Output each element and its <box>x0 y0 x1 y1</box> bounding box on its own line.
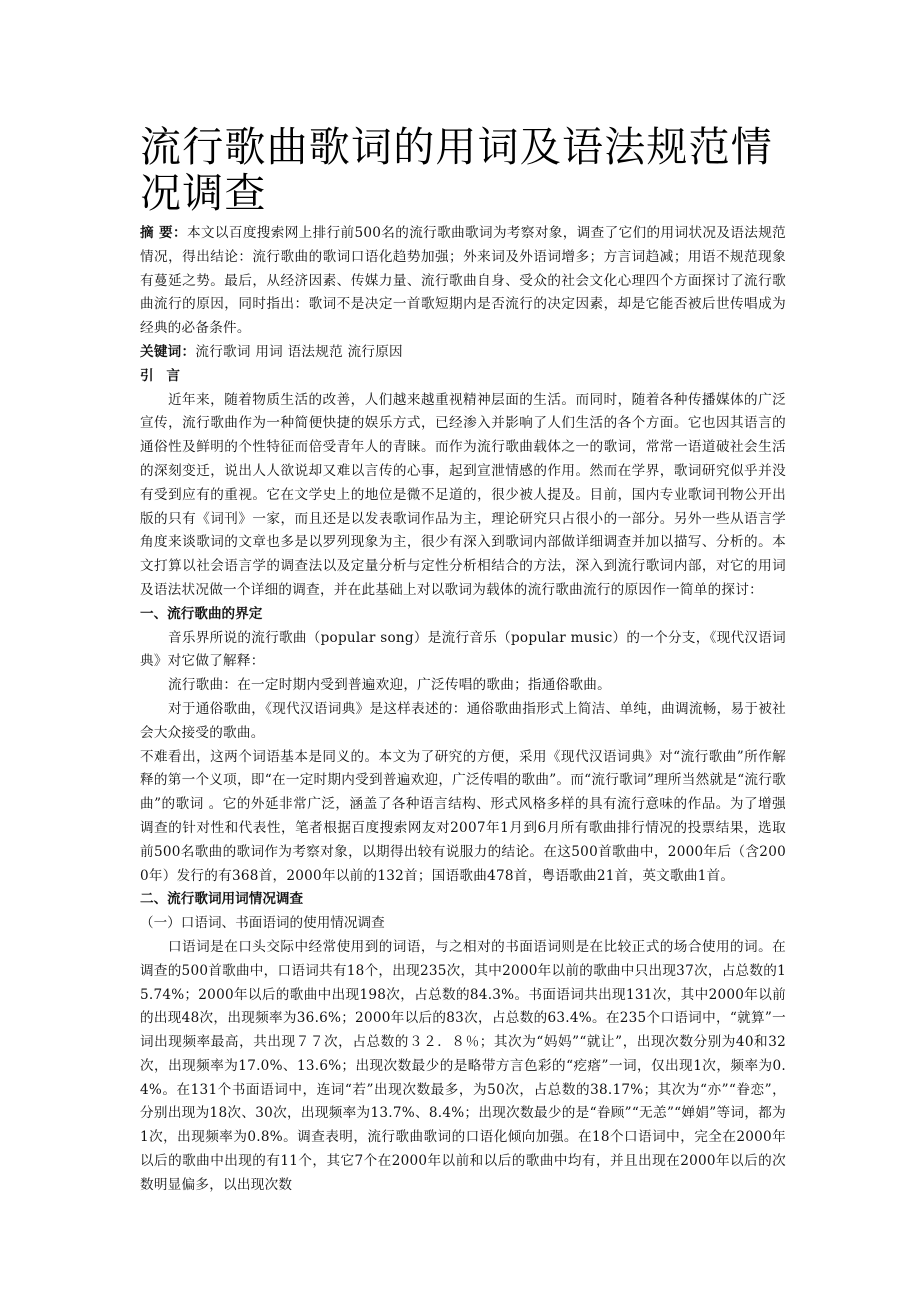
abstract-text: 本文以百度搜索网上排行前500名的流行歌曲歌词为考察对象，调查了它们的用词状况及语法规范情况，得出结论：流行歌曲的歌词口语化趋势加强；外来词及外语词增多；方言词趋减；用语不规范现象有蔓延之势。最后，从经济因素、传媒力量、流行歌曲自身、受众的社会文化心理四个方面探讨了流行歌曲流行的原因，同时指出：歌词不是决定一首歌短期内是否流行的决定因素，却是它能否被后世传唱成为经典的必备条件。 <box>140 225 786 337</box>
document-title: 流行歌曲歌词的用词及语法规范情况调查 <box>140 123 773 217</box>
section1-heading: 一、流行歌曲的界定 <box>140 605 263 622</box>
section1-paragraph-3: 对于通俗歌曲，《现代汉语词典》是这样表述的：通俗歌曲指形式上简洁、单纯，曲调流畅，易于被社会大众接受的歌曲。 <box>140 700 786 741</box>
abstract-label: 摘 要： <box>140 225 187 241</box>
section2-heading: 二、流行歌词用词情况调查 <box>140 891 304 908</box>
intro-heading: 引 言 <box>140 367 184 384</box>
section2-subheading: （一）口语词、书面语词的使用情况调查 <box>140 915 385 932</box>
intro-paragraph: 近年来，随着物质生活的改善，人们越来越重视精神层面的生活。而同时，随着各种传播媒体的广泛宣传，流行歌曲作为一种简便快捷的娱乐方式，已经渗入并影响了人们生活的各个方面。它也因其语言的通俗性及鲜明的个性特征而倍受青年人的青睐。而作为流行歌曲载体之一的歌词，常常一语道破社会生活的深刻变迁，说出人人欲说却又难以言传的心事，起到宣泄情感的作用。然而在学界，歌词研究似乎并没有受到应有的重视。它在文学史上的地位是微不足道的，很少被人提及。目前，国内专业歌词刊物公开出版的只有《词刊》一家，而且还是以发表歌词作品为主，理论研究只占很小的一部分。另外一些从语言学角度来谈歌词的文章也多是以罗列现象为主，很少有深入到歌词内部做详细调查并加以描写、分析的。本文打算以社会语言学的调查法以及定量分析与定性分析相结合的方法，深入到流行歌词内部，对它的用词及语法状况做一个详细的调查，并在此基础上对以歌词为载体的流行歌曲流行的原因作一简单的探讨： <box>140 391 786 598</box>
keywords <box>140 341 786 365</box>
abstract <box>140 222 786 341</box>
section2-paragraph: 口语词是在口头交际中经常使用到的词语，与之相对的书面语词则是在比较正式的场合使用的词。在调查的500首歌曲中，口语词共有18个，出现235次，其中2000年以前的歌曲中只出现37次，占总数的15.74%；2000年以后的歌曲中出现198次，占总数的84.3%。书面语词共出现131次，其中2000年以前的出现48次，出现频率为36.6%；2000年以后的83次，占总数的63.4%。在235个口语词中，“就算”一词出现频率最高，共出现７７次，占总数的３２．８％；其次为“妈妈”“就让”，出现次数分别为40和32次，出现频率为17.0%、13.6%；出现次数最少的是略带方言色彩的“疙瘩”一词，仅出现1次，频率为0.4%。在131个书面语词中，连词“若”出现次数最多，为50次，占总数的38.17%；其次为“亦”“眷恋”，分别出现为18次、30次，出现频率为13.7%、8.4%；出现次数最少的是“眷顾”“无恙”“婵娟”等词，都为1次，出现频率为0.8%。调查表明，流行歌曲歌词的口语化倾向加强。在18个口语词中，完全在2000年以后的歌曲中出现的有11个，其它7个在2000年以前和以后的歌曲中均有，并且出现在2000年以后的次数明显偏多，以出现次数 <box>140 938 786 1193</box>
keywords-text: 流行歌词 用词 语法规范 流行原因 <box>195 343 403 360</box>
section1-paragraph-1: 音乐界所说的流行歌曲（popular song）是流行音乐（popular music）的一个分支，《现代汉语词典》对它做了解释： <box>140 629 786 670</box>
section1-paragraph-4: 不难看出，这两个词语基本是同义的。本文为了研究的方便，采用《现代汉语词典》对“流行歌曲”所作解释的第一个义项，即“在一定时期内受到普遍欢迎，广泛传唱的歌曲”。而“流行歌词”理所当然就是“流行歌曲”的歌词 。它的外延非常广泛，涵盖了各种语言结构、形式风格多样的具有流行意味的作品。为了增强调查的针对性和代表性，笔者根据百度搜索网友对2007年1月到6月所有歌曲排行情况的投票结果，选取前500名歌曲的歌词作为考察对象，以期得出较有说服力的结论。在这500首歌曲中，2000年后（含2000年）发行的有368首，2000年以前的132首；国语歌曲478首，粤语歌曲21首，英文歌曲1首。 <box>140 748 786 884</box>
section1-definition-quote: 流行歌曲：在一定时期内受到普遍欢迎，广泛传唱的歌曲；指通俗歌曲。 <box>168 677 611 694</box>
keywords-label: 关键词： <box>140 343 196 360</box>
document-page <box>140 124 786 1198</box>
